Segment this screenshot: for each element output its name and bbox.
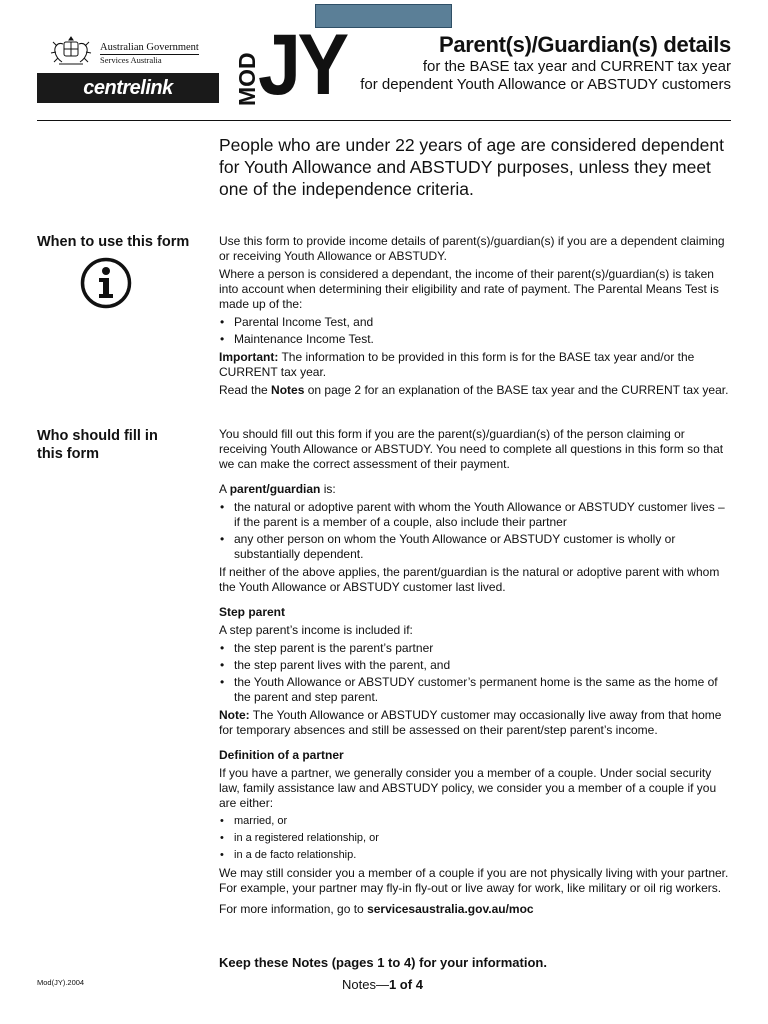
important-note: Important: The information to be provided in this form is for the BASE tax year and/or the CURRENT tax year. (219, 350, 695, 379)
parent-guardian-list (219, 500, 734, 562)
who-body (219, 427, 734, 920)
list-item: • any other person on whom the Youth Allowance or ABSTUDY customer is wholly or substantially dependent. (219, 532, 734, 562)
subtitle-1: for the BASE tax year and CURRENT tax year (422, 58, 731, 75)
more-info-link[interactable]: servicesaustralia.gov.au/moc (367, 902, 534, 916)
more-info: For more information, go to servicesaustralia.gov.au/moc (219, 902, 534, 916)
list-item: • the step parent lives with the parent, and (219, 658, 734, 673)
list-item: • Parental Income Test, and (219, 315, 734, 330)
keep-notes-footer: Keep these Notes (pages 1 to 4) for your information. (219, 955, 547, 970)
when-paragraph-1: Use this form to provide income details of parent(s)/guardian(s) if you are a dependent claiming or receiving Youth Allowance or ABSTUDY. (219, 234, 725, 263)
step-parent-list (219, 641, 734, 705)
who-heading: Who should fill in this form (37, 428, 158, 462)
test-list (219, 315, 734, 347)
partner-paragraph-2: We may still consider you a member of a couple if you are not physically living with your partner. For example, your partner may fly-in fly-out or live away for work, like military or oil rig workers. (219, 866, 729, 895)
form-version-code: Mod(JY).2004 (37, 978, 85, 987)
subtitle-2: for dependent Youth Allowance or ABSTUDY customers (360, 76, 731, 93)
coat-of-arms-icon (49, 34, 93, 68)
header-divider (37, 120, 731, 121)
list-item: • the Youth Allowance or ABSTUDY customer’s permanent home is the same as the home of the parent and step parent. (219, 675, 734, 705)
list-item: • married, or (219, 814, 734, 829)
government-name (100, 42, 199, 66)
gov-line-2: Services Australia (100, 55, 162, 65)
step-parent-intro: A step parent’s income is included if: (219, 623, 413, 637)
list-item: • the natural or adoptive parent with whom the Youth Allowance or ABSTUDY customer lives – if the parent is a member of a couple, also include their partner (219, 500, 734, 530)
when-heading: When to use this form (37, 234, 190, 250)
page-number: Notes—1 of 4 (342, 977, 423, 992)
when-paragraph-2: Where a person is considered a dependant, the income of their parent(s)/guardian(s) is taken into account when determining their eligibility and rate of payment. The Parental Means Test is made up of the: (219, 267, 719, 311)
step-note: Note: The Youth Allowance or ABSTUDY customer may occasionally live away from that home for temporary absences and still be assessed on their parent/step parent’s income. (219, 708, 722, 737)
partner-list (219, 814, 734, 863)
list-item: • Maintenance Income Test. (219, 332, 734, 347)
when-body (219, 234, 734, 401)
mod-label (236, 36, 258, 104)
gov-line-1: Australian Government (100, 42, 199, 53)
info-icon (79, 256, 133, 310)
form-code: JY (258, 17, 346, 113)
read-notes: Read the Notes on page 2 for an explanation of the BASE tax year and the CURRENT tax year. (219, 383, 729, 397)
partner-heading: Definition of a partner (219, 748, 344, 762)
svg-text:MOD: MOD (234, 52, 260, 106)
title-block (360, 32, 731, 94)
parent-guardian-def: A parent/guardian is: (219, 482, 336, 496)
page-title: Parent(s)/Guardian(s) details (438, 32, 731, 57)
list-item: • in a de facto relationship. (219, 848, 734, 863)
neither-paragraph: If neither of the above applies, the parent/guardian is the natural or adoptive parent with whom the Youth Allowance or ABSTUDY customer last lived. (219, 565, 720, 594)
partner-paragraph: If you have a partner, we generally consider you a member of a couple. Under social security law, family assistance law and ABSTUDY policy, we consider you a member of a couple if you are either: (219, 766, 717, 810)
who-paragraph-1: You should fill out this form if you are the parent(s)/guardian(s) of the person claiming or receiving Youth Allowance or ABSTUDY. You need to complete all questions in this form so that we can make the correct assessment of their payment. (219, 427, 724, 471)
list-item: • the step parent is the parent’s partner (219, 641, 734, 656)
list-item: • in a registered relationship, or (219, 831, 734, 846)
intro-paragraph: People who are under 22 years of age are considered dependent for Youth Allowance and ABSTUDY purposes, unless they meet one of the independence criteria. (219, 135, 724, 199)
centrelink-brand: centrelink (37, 73, 219, 103)
step-parent-heading: Step parent (219, 605, 286, 619)
